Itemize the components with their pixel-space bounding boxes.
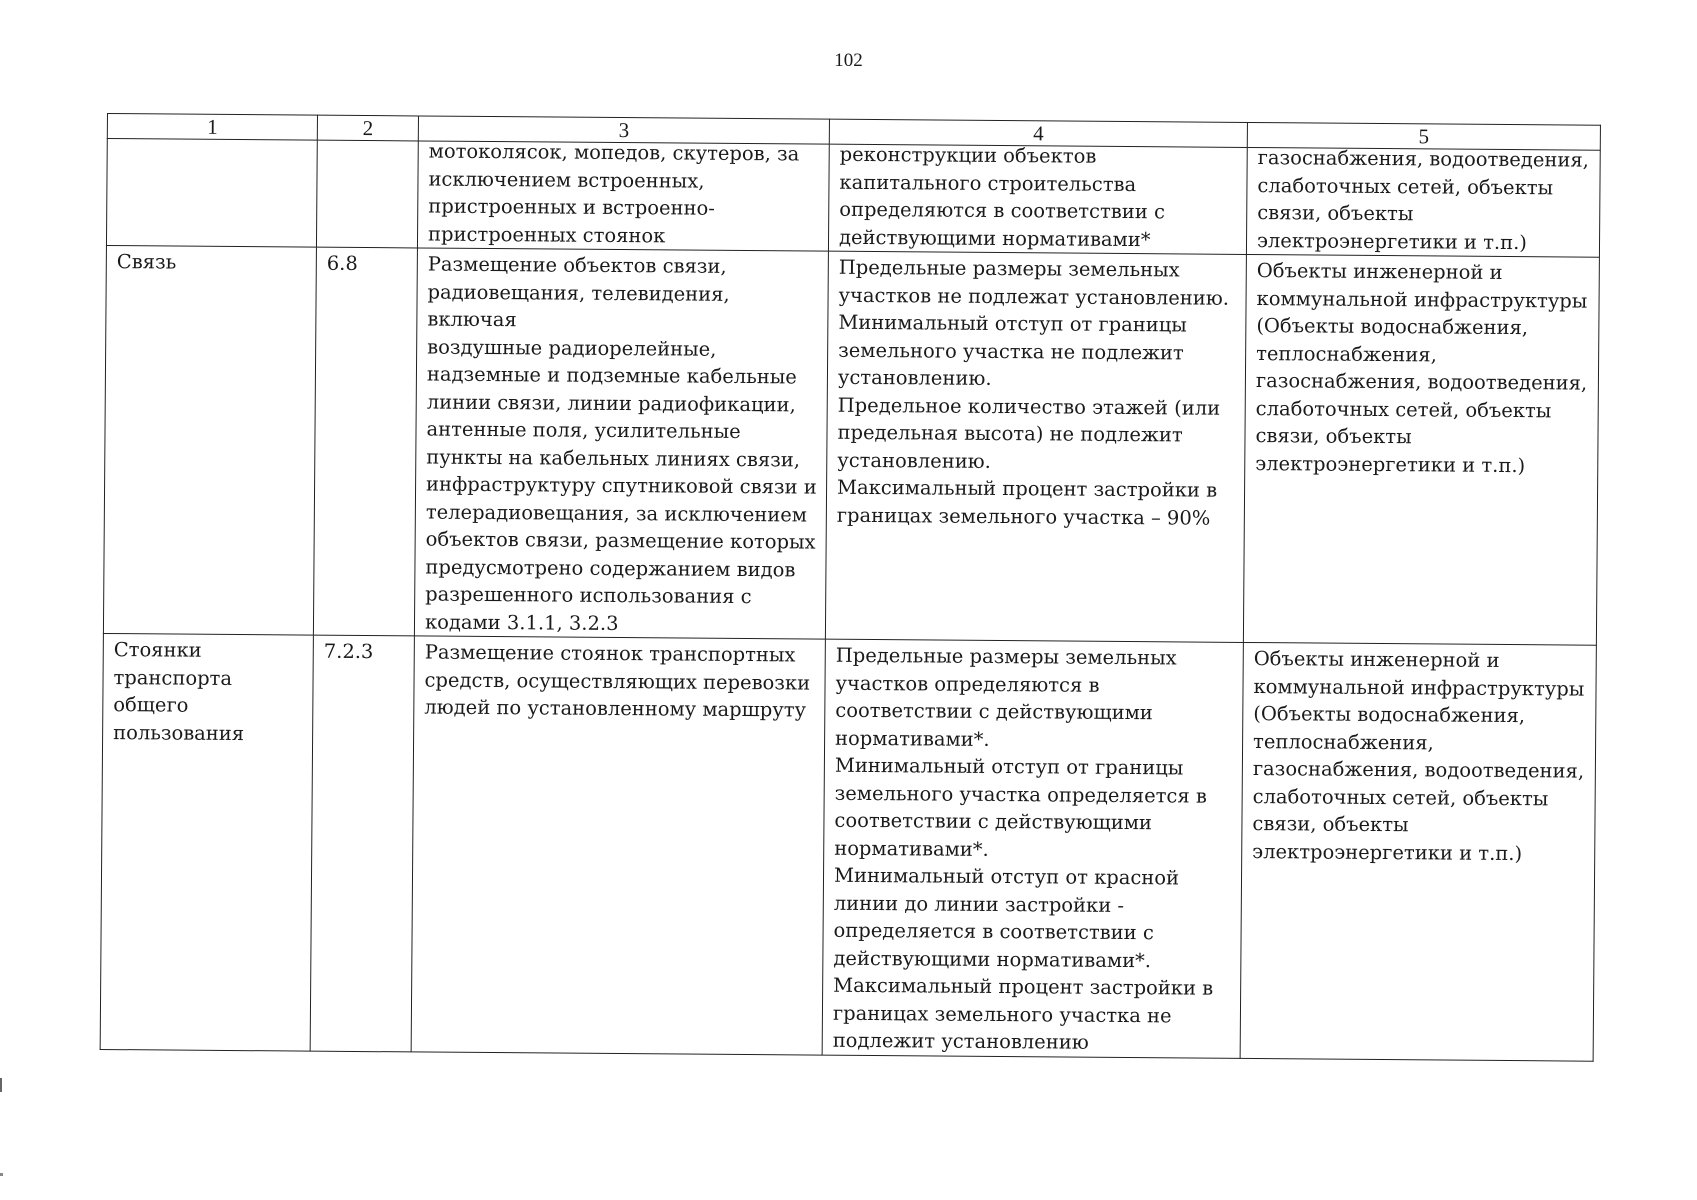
use-code-text: 6.8 <box>326 251 358 275</box>
table-row <box>106 139 1600 258</box>
description-text: Размещение объектов связи, радиовещания, телевидения, включая воздушные радиорелейные, надземные и подземные кабельные линии связи, линии радиофикации, антенные поля, усилительные пункты на кабельных линиях связи, инфраструктуру спутниковой связи и телерадиовещания, за исключением объектов связи, размещение которых предусмотрено содержанием видов разрешенного использования с кодами 3.1.1, 3.2.3 <box>424 252 817 635</box>
cell-use-code <box>313 247 417 636</box>
cell-use-name <box>100 633 313 1050</box>
cell-use-code <box>310 635 414 1051</box>
scan-edge-mark <box>0 1078 6 1092</box>
page-number: 102 <box>834 50 863 71</box>
infrastructure-text: Объекты инженерной и коммунальной инфраструктуры (Объекты водоснабжения, теплоснабжения, газоснабжения, водоотведения, слаботочных сетей, объекты связи, объекты электроэнергетики и т.п.) <box>1252 647 1585 865</box>
parameters-text: Предельные размеры земельных участков определяются в соответствии с действующими нормативами*. Минимальный отступ от границы земельного участка определяется в соответствии с действующими нормативами*. Минимальный отступ от красной линии до линии застройки - определяется в соответствии с действующими нормативами*. Максимальный процент застройки в границах земельного участка не подлежит установлению <box>832 643 1214 1054</box>
use-code-text: 7.2.3 <box>323 639 374 664</box>
column-header-3: 3 <box>418 116 829 144</box>
column-header-4: 4 <box>829 119 1247 147</box>
cell-infrastructure <box>1246 147 1600 257</box>
infrastructure-text: газоснабжения, водоотведения, слаботочных сетей, объекты связи, объекты электроэнергетики и т.п.) <box>1256 146 1590 254</box>
cell-parameters <box>825 251 1246 642</box>
cell-parameters <box>828 144 1247 254</box>
cell-use-code <box>316 140 418 248</box>
table-row <box>100 633 1596 1060</box>
table-container <box>100 113 1600 1061</box>
infrastructure-text: Объекты инженерной и коммунальной инфраструктуры (Объекты водоснабжения, теплоснабжения, газоснабжения, водоотведения, слаботочных сетей, объекты связи, объекты электроэнергетики и т.п.) <box>1255 259 1588 477</box>
cell-description <box>411 636 825 1055</box>
use-name-text: Стоянки транспорта общего пользования <box>113 638 245 745</box>
column-header-5: 5 <box>1247 122 1600 150</box>
scan-speck <box>0 1173 3 1176</box>
cell-description <box>414 248 828 639</box>
cell-infrastructure <box>1243 254 1599 645</box>
regulations-table <box>100 113 1601 1061</box>
use-name-text: Связь <box>116 250 177 274</box>
parameters-text: реконструкции объектов капитального строительства определяются в соответствии с действующими нормативами* <box>838 142 1166 251</box>
cell-use-name <box>103 245 316 635</box>
cell-parameters <box>822 639 1243 1058</box>
parameters-text: Предельные размеры земельных участков не подлежат установлению. Минимальный отступ от границы земельного участка не подлежит установлению. Предельное количество этажей (или предельная высота) не подлежит установлению. Максимальный процент застройки в границах земельного участка – 90% <box>836 255 1230 530</box>
column-header-2: 2 <box>317 115 418 141</box>
cell-use-name <box>106 139 317 248</box>
cell-description <box>417 141 829 251</box>
description-text: мотоколясок, мопедов, скутеров, за исключением встроенных, пристроенных и встроенно- пристроенных стоянок <box>427 139 800 247</box>
column-header-1: 1 <box>107 114 317 141</box>
table-row <box>103 245 1599 645</box>
description-text: Размещение стоянок транспортных средств, осуществляющих перевозки людей по установленному маршруту <box>424 640 811 722</box>
cell-infrastructure <box>1240 642 1596 1060</box>
